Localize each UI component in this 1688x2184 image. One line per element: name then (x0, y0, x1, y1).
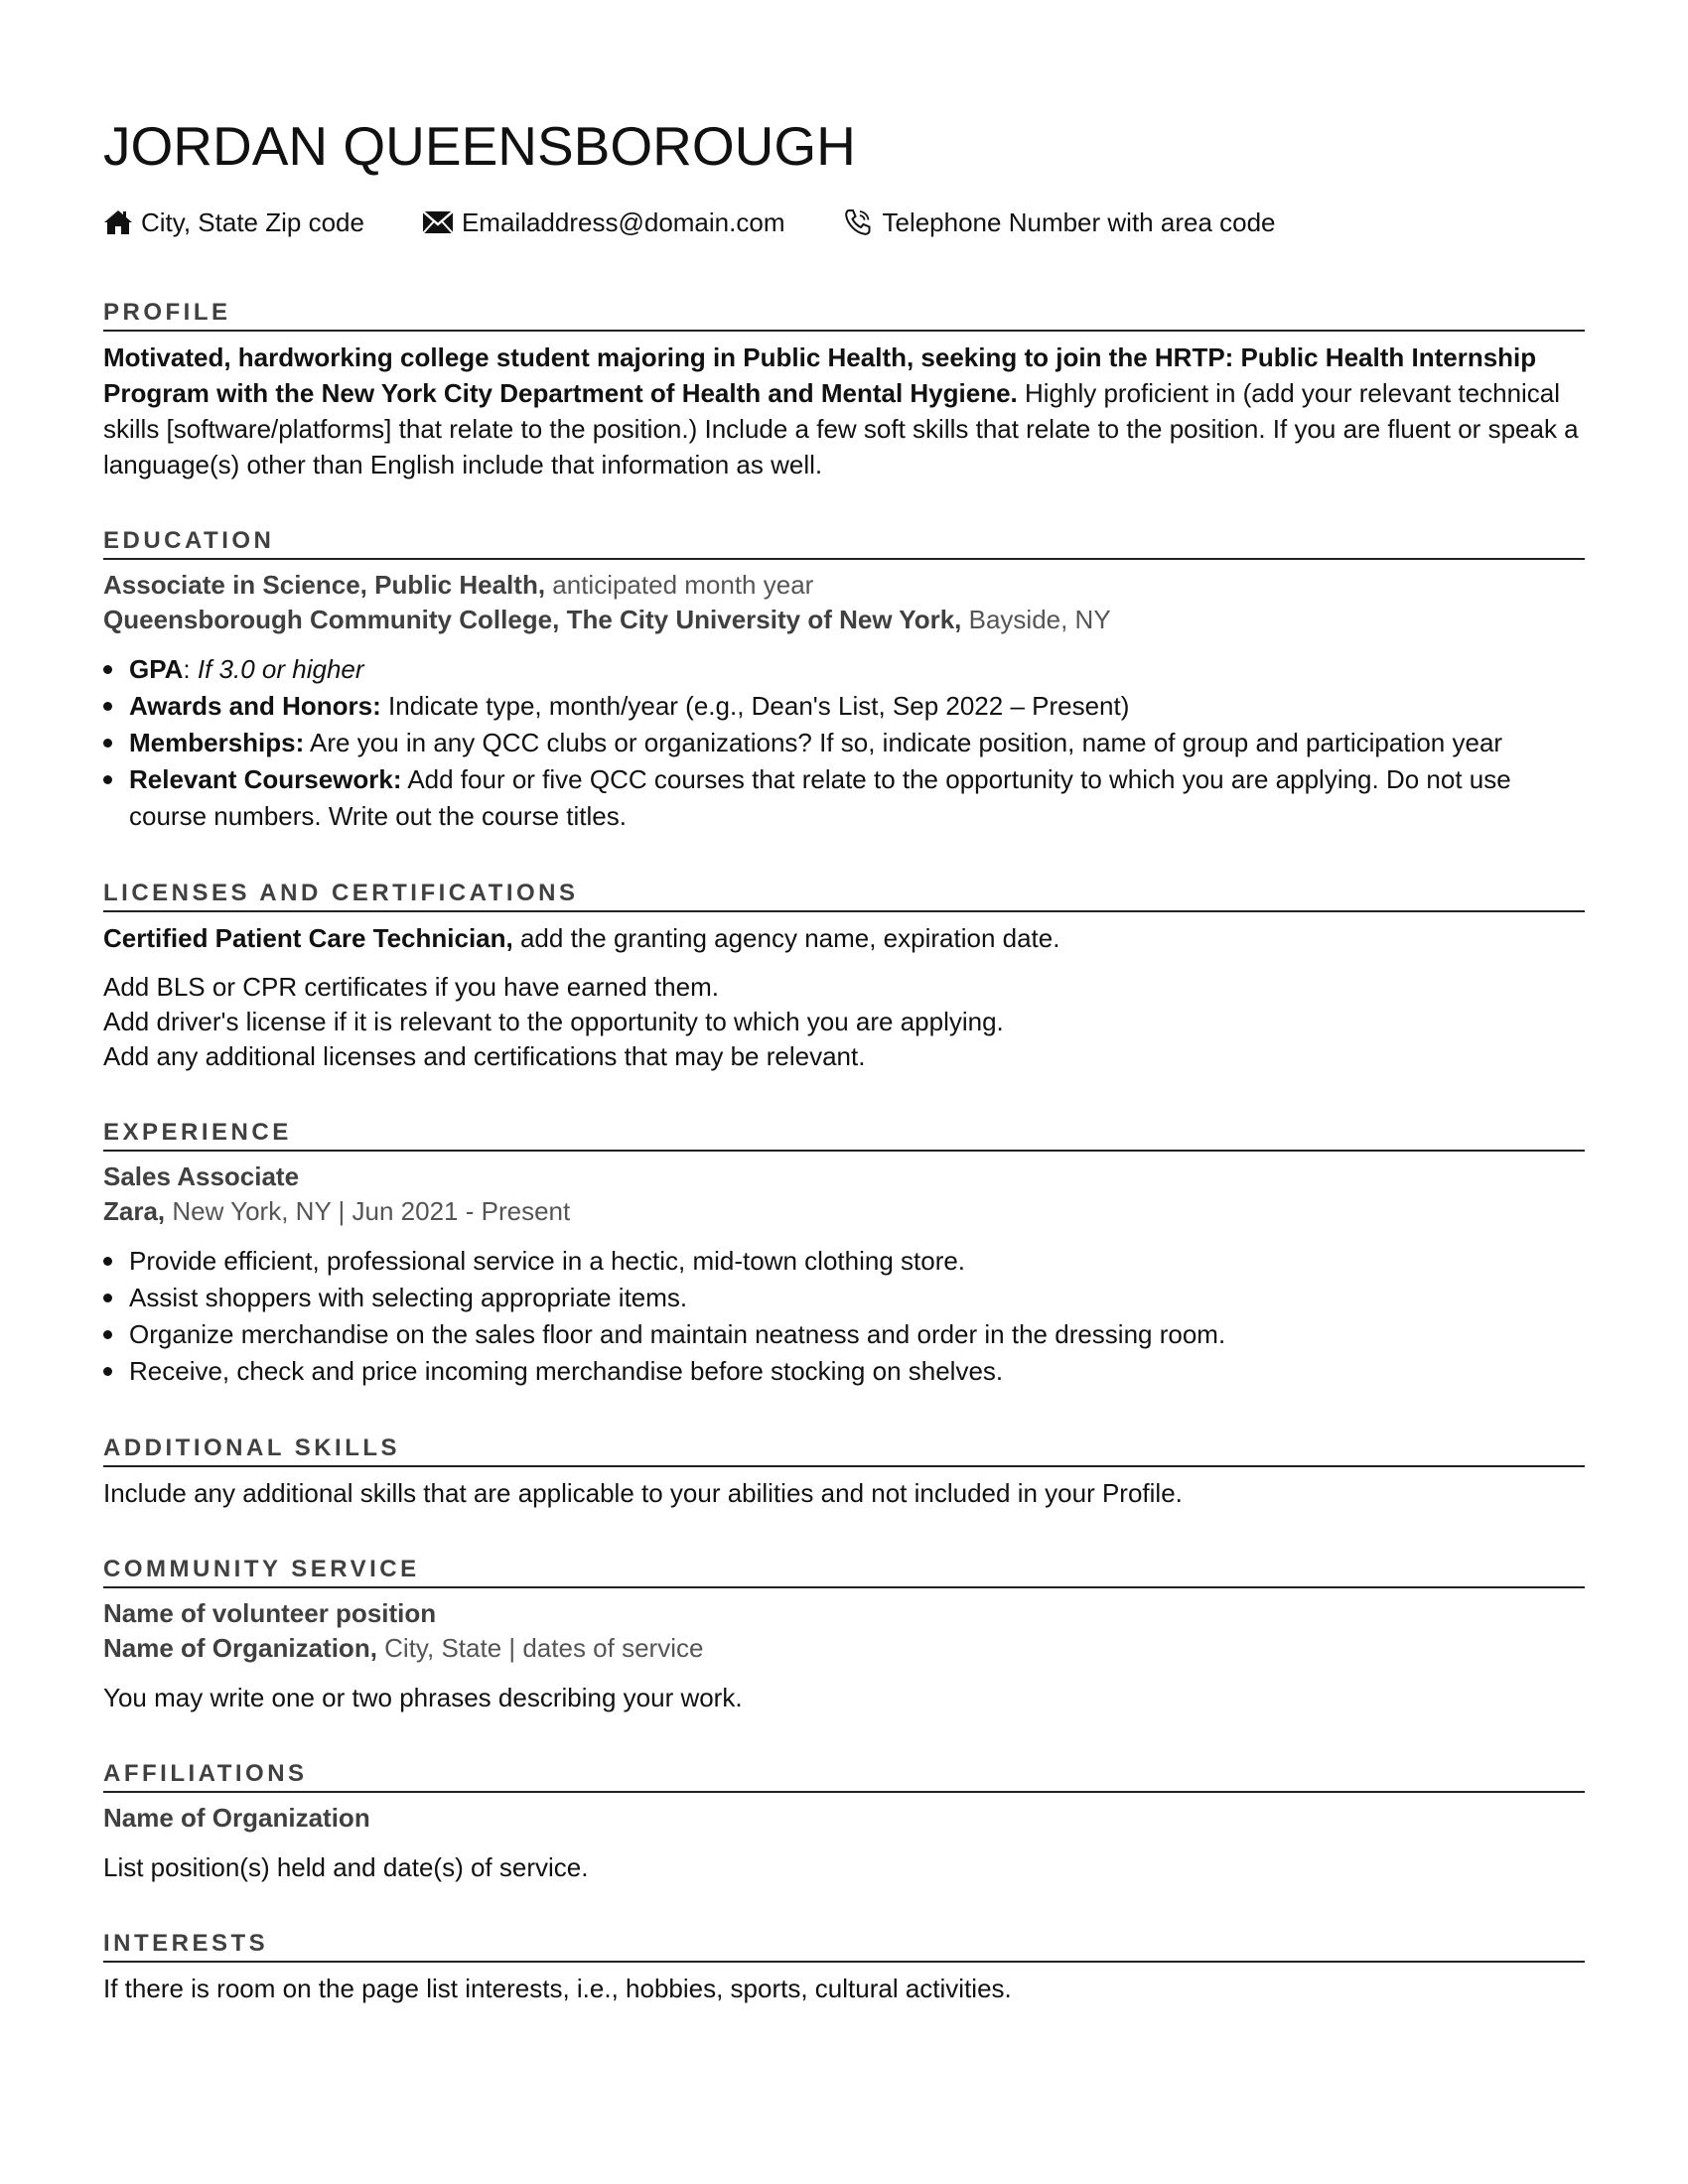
contact-location (103, 207, 364, 238)
degree-name: Associate in Science, Public Health, (103, 570, 546, 600)
volunteer-text: You may write one or two phrases describing your work. (103, 1683, 743, 1712)
item-label: Awards and Honors: (129, 691, 381, 721)
school-line (103, 603, 1585, 637)
section-skills (103, 1433, 1585, 1511)
section-title-education: EDUCATION (103, 526, 1585, 560)
section-licenses (103, 879, 1585, 1074)
list-item: Receive, check and price incoming merchandise before stocking on shelves. (103, 1353, 1585, 1390)
volunteer-org: Name of Organization, (103, 1633, 377, 1663)
list-item: Organize merchandise on the sales floor and maintain neatness and order in the dressing room. (103, 1316, 1585, 1353)
education-list (103, 651, 1585, 835)
volunteer-position: Name of volunteer position (103, 1598, 437, 1628)
section-profile (103, 298, 1585, 482)
profile-text (103, 340, 1585, 482)
item-label: Relevant Coursework: (129, 764, 402, 794)
section-title-profile: PROFILE (103, 298, 1585, 332)
section-title-skills: ADDITIONAL SKILLS (103, 1433, 1585, 1467)
volunteer-org-line (103, 1631, 1585, 1666)
interests-text: If there is room on the page list interests, i.e., hobbies, sports, cultural activities. (103, 1974, 1012, 2003)
section-education (103, 526, 1585, 835)
license-note: Add BLS or CPR certificates if you have earned them. (103, 972, 719, 1002)
section-title-community: COMMUNITY SERVICE (103, 1555, 1585, 1588)
profile-summary: Highly proficient in (add your relevant technical skills [software/platforms] that relate to the position.) Include a few soft skills that relate to the position. If you are fluent or speak a language(s) other than English include that information as well. (103, 378, 1579, 479)
job-details: New York, NY | Jun 2021 - Present (165, 1196, 571, 1226)
section-affiliations (103, 1759, 1585, 1885)
list-item (103, 651, 1585, 688)
item-text: Indicate type, month/year (e.g., Dean's List, Sep 2022 – Present) (380, 691, 1130, 721)
experience-list (103, 1243, 1585, 1390)
phone-text: Telephone Number with area code (882, 206, 1276, 237)
school-name: Queensborough Community College, The City University of New York, (103, 605, 962, 634)
item-label: GPA (129, 654, 184, 684)
degree-line (103, 568, 1585, 603)
affiliation-text: List position(s) held and date(s) of service. (103, 1852, 589, 1882)
resume-content (103, 95, 1585, 2006)
contact-line (103, 203, 1585, 242)
company-name: Zara, (103, 1196, 166, 1226)
item-text: If 3.0 or higher (197, 654, 364, 684)
license-note: Add driver's license if it is relevant to the opportunity to which you are applying. (103, 1007, 1004, 1036)
item-label: Memberships: (129, 728, 305, 757)
section-title-affiliations: AFFILIATIONS (103, 1759, 1585, 1793)
section-interests (103, 1929, 1585, 2006)
volunteer-details: City, State | dates of service (376, 1633, 704, 1663)
list-item (103, 725, 1585, 761)
license-name: Certified Patient Care Technician, (103, 923, 513, 953)
email-link[interactable]: Emailaddress@domain.com (461, 206, 785, 237)
list-item: Provide efficient, professional service in a hectic, mid-town clothing store. (103, 1243, 1585, 1280)
section-experience (103, 1118, 1585, 1390)
section-title-interests: INTERESTS (103, 1929, 1585, 1963)
item-separator: : (183, 654, 198, 684)
section-community (103, 1555, 1585, 1715)
contact-email (422, 207, 785, 238)
item-text: Add four or five QCC courses that relate to the opportunity to which you are applying. Do not use course numbers. Write out the course titles. (129, 764, 1511, 831)
list-item: Assist shoppers with selecting appropriate items. (103, 1280, 1585, 1316)
skills-text: Include any additional skills that are applicable to your abilities and not included in your Profile. (103, 1478, 1183, 1508)
job-title: Sales Associate (103, 1161, 300, 1191)
list-item (103, 761, 1585, 835)
envelope-icon (422, 209, 454, 235)
section-title-licenses: LICENSES AND CERTIFICATIONS (103, 879, 1585, 912)
profile-summary-bold: Motivated, hardworking college student majoring in Public Health, seeking to join the HRTP: Public Health Internship Program with the New York City Department of Health and Mental Hygiene. (103, 342, 1537, 408)
section-title-experience: EXPERIENCE (103, 1118, 1585, 1152)
home-icon (103, 209, 133, 235)
item-text: Are you in any QCC clubs or organizations? If so, indicate position, name of group and participation year (304, 728, 1503, 757)
school-location: Bayside, NY (961, 605, 1111, 634)
location-text: City, State Zip code (141, 206, 364, 237)
contact-phone (842, 206, 1275, 238)
list-item (103, 688, 1585, 725)
degree-date: anticipated month year (545, 570, 814, 600)
license-details: add the granting agency name, expiration date. (512, 923, 1060, 953)
phone-icon (842, 206, 874, 238)
license-primary (103, 920, 1585, 956)
affiliation-org: Name of Organization (103, 1803, 370, 1833)
license-note: Add any additional licenses and certifications that may be relevant. (103, 1041, 866, 1071)
job-company-line (103, 1194, 1585, 1229)
candidate-name: JORDAN QUEENSBOROUGH (103, 115, 856, 177)
license-notes (103, 970, 1585, 1074)
